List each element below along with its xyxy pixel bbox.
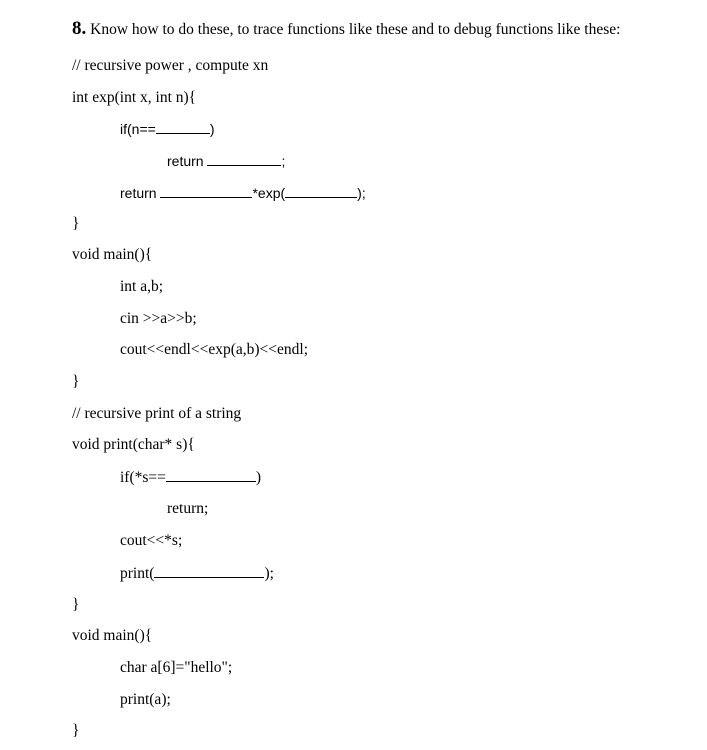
blank-string-terminator[interactable] bbox=[166, 468, 256, 482]
power-comment: // recursive power , compute xn bbox=[72, 57, 269, 74]
question-number: 8. bbox=[72, 18, 87, 39]
power-return-rec-end: ); bbox=[357, 185, 366, 201]
power-signature: int exp(int x, int n){ bbox=[72, 89, 197, 106]
print-call-line bbox=[120, 564, 274, 583]
print-call-open: print( bbox=[120, 565, 155, 582]
print-if-line bbox=[120, 468, 261, 487]
print-return: return; bbox=[167, 500, 209, 517]
blank-print-arg[interactable] bbox=[154, 564, 264, 578]
blank-base-case-condition[interactable] bbox=[156, 120, 210, 134]
power-return-base: return bbox=[167, 153, 204, 169]
question-heading bbox=[72, 20, 620, 39]
question-text: Know how to do these, to trace functions like these and to debug functions like these: bbox=[86, 21, 621, 38]
blank-base-case-value[interactable] bbox=[207, 152, 281, 166]
power-if-line bbox=[120, 120, 214, 138]
main1-signature: void main(){ bbox=[72, 246, 153, 263]
print-comment: // recursive print of a string bbox=[72, 405, 242, 422]
power-return-base-line bbox=[167, 152, 285, 170]
print-call-close: ); bbox=[264, 565, 274, 582]
main1-close-brace: } bbox=[72, 373, 80, 390]
power-if-open: if(n== bbox=[120, 121, 156, 137]
print-close-brace: } bbox=[72, 596, 80, 613]
main2-call: print(a); bbox=[120, 691, 171, 708]
power-return-rec-mid: *exp( bbox=[252, 185, 286, 201]
power-if-close: ) bbox=[209, 121, 215, 137]
blank-multiplier[interactable] bbox=[160, 184, 252, 198]
main1-input: cin >>a>>b; bbox=[120, 310, 197, 327]
print-cout: cout<<*s; bbox=[120, 532, 183, 549]
main2-signature: void main(){ bbox=[72, 627, 153, 644]
main1-output: cout<<endl<<exp(a,b)<<endl; bbox=[120, 341, 309, 358]
print-signature: void print(char* s){ bbox=[72, 436, 195, 453]
power-return-base-end: ; bbox=[281, 153, 286, 169]
main2-decl: char a[6]="hello"; bbox=[120, 659, 233, 676]
print-if-open: if(*s== bbox=[120, 469, 166, 486]
power-close-brace: } bbox=[72, 215, 80, 232]
blank-recursive-args[interactable] bbox=[285, 184, 357, 198]
power-return-rec-line bbox=[120, 184, 366, 202]
main2-close-brace: } bbox=[72, 722, 80, 739]
main1-decl: int a,b; bbox=[120, 278, 164, 295]
power-return-rec: return bbox=[120, 185, 157, 201]
print-if-close: ) bbox=[255, 469, 262, 486]
